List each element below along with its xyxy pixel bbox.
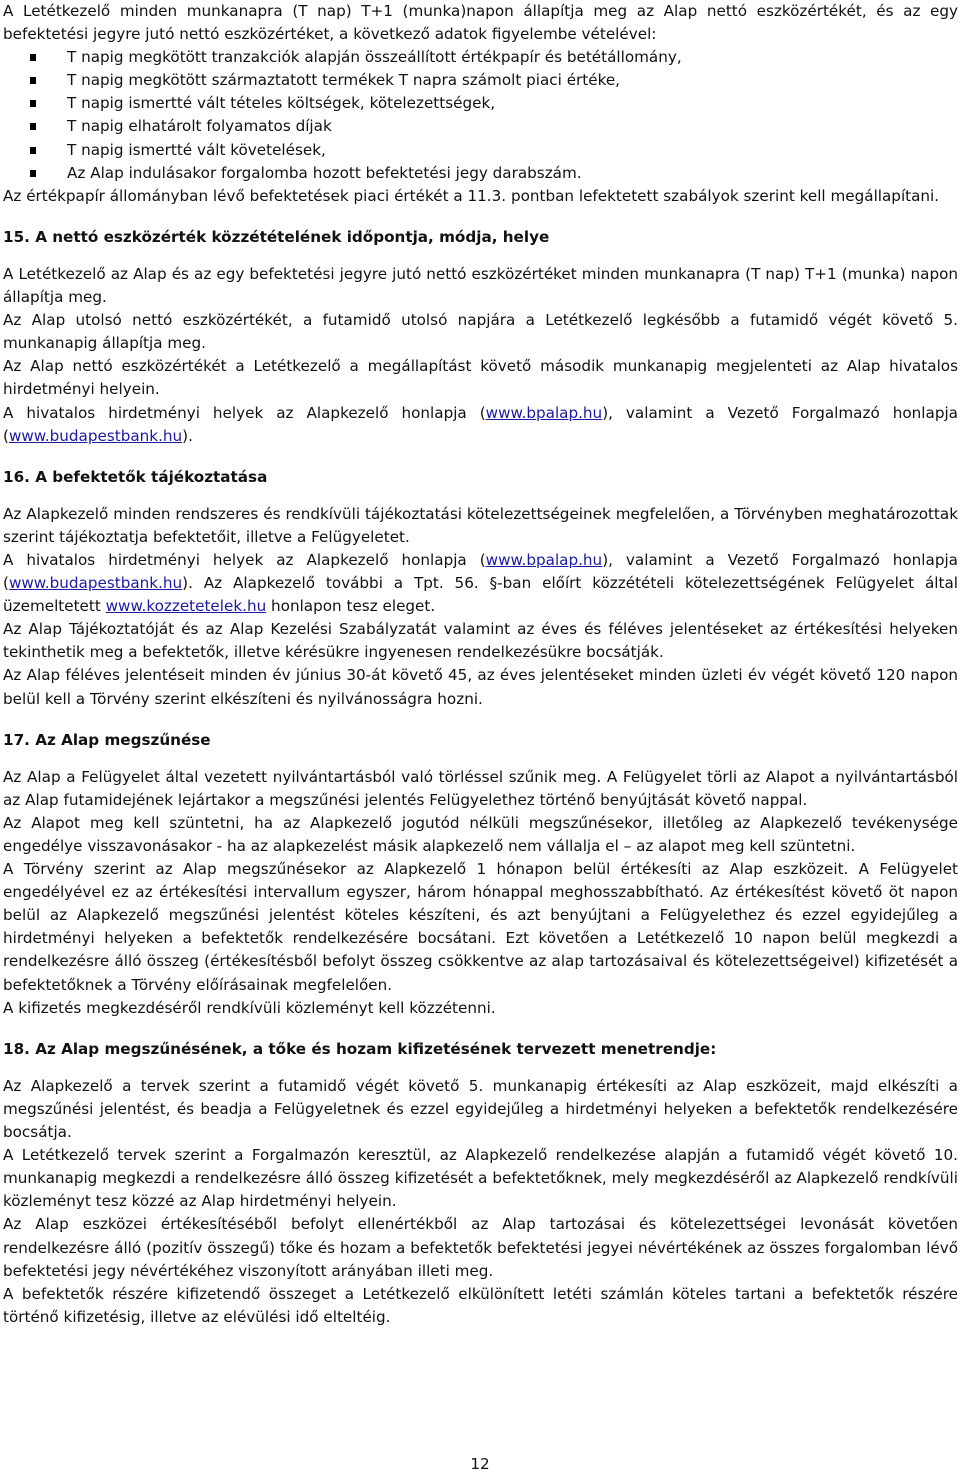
paragraph: Az Alapot meg kell szüntetni, ha az Alapkezelő jogutód nélküli megszűnésekor, illetőleg az Alapkezelő tevékenysége engedélye visszavonásakor - ha az alapkezelést másik alapkezelő nem vállalja el – az alapot meg kell szüntetni.: [3, 813, 958, 855]
section-16: [3, 466, 958, 711]
paragraph: Az Alap nettó eszközértékét a Letétkezelő a megállapítást követő második munkanapig megjelenteti az Alap hivatalos hirdetményi helyein.: [3, 357, 958, 399]
section-heading: 16. A befektetők tájékoztatása: [3, 467, 268, 486]
paragraph: A befektetők részére kifizetendő összeget a Letétkezelő elkülönített letéti számlán köteles tartani a befektetők részére történő kifizetésig, illetve az elévülési idő elteltéig.: [3, 1284, 958, 1326]
paragraph: Az Alap féléves jelentéseit minden év június 30-át követő 45, az éves jelentéseket minden üzleti év végét követő 120 napon belül kell a Törvény szerint elkészíteni és nyilvánosságra hozni.: [3, 666, 958, 708]
bullet-square-icon: [30, 77, 36, 84]
list-item: T napig ismertté vált követelések,: [3, 139, 958, 162]
paragraph: Az Alap a Felügyelet által vezetett nyilvántartásból való törléssel szűnik meg. A Felügyelet törli az Alapot a nyilvántartásból az Alap futamidejének lejártakor a megszűnési jelentés Felügyelethez történő benyújtását követő nappal.: [3, 767, 958, 809]
list-item: T napig ismertté vált tételes költségek, kötelezettségek,: [3, 92, 958, 115]
section-heading: 17. Az Alap megszűnése: [3, 730, 211, 749]
paragraph: A Letétkezelő tervek szerint a Forgalmazón keresztül, az Alapkezelő rendelkezése alapján a futamidő végét követő 10. munkanapig megkezdi a rendelkezésre álló összeg kifizetését a befektetőknek, mely megkezdéséről az Alapkezelő rendkívüli közleményt tesz közzé az Alap hirdetményi helyein.: [3, 1146, 958, 1211]
paragraph: A Törvény szerint az Alap megszűnésekor az Alapkezelő 1 hónapon belül értékesíti az Alap eszközeit. A Felügyelet engedélyével ez az értékesítési intervallum egyszer, három hónappal meghosszabbítható. Az értékesítést követő öt napon belül az Alapkezelő megszűnési jelentést köteles készíteni, és azt benyújtani a Felügyelethez és ezzel egyidejűleg a hirdetményi helyeken a befektetők rendelkezésére bocsátani. Ezt követően a Letétkezelő 10 napon belül megkezdi a rendelkezésre álló összeg (értékesítésből befolyt összeg csökkentve az alap tartozásaival és kötelezettségeivel) kifizetését a befektetőknek a Törvény előírásainak megfelelően.: [3, 860, 958, 994]
section-18: [3, 1038, 958, 1329]
bullet-square-icon: [30, 100, 36, 107]
paragraph: Az Alap utolsó nettó eszközértékét, a futamidő utolsó napjára a Letétkezelő legkésőbb a futamidő végét követő 5. munkanapig állapítja meg.: [3, 311, 958, 353]
valuation-rule-paragraph: Az értékpapír állományban lévő befektetések piaci értékét a 11.3. pontban lefektetett szabályok szerint kell megállapítani.: [3, 186, 940, 205]
budapestbank-link[interactable]: www.budapestbank.hu: [8, 426, 183, 445]
paragraph: A kifizetés megkezdéséről rendkívüli közleményt kell közzétenni.: [3, 998, 496, 1017]
bullet-square-icon: [30, 54, 36, 61]
paragraph: A hivatalos hirdetményi helyek az Alapkezelő honlapja (www.bpalap.hu), valamint a Vezető Forgalmazó honlapja (www.budapestbank.hu). Az Alapkezelő további a Tpt. 56. §-ban előírt közzétételi kötelezettségének Felügyelet által üzemeltetett www.kozzetetelek.hu honlapon tesz eleget.: [3, 550, 958, 616]
bullet-square-icon: [30, 170, 36, 177]
paragraph: Az Alap Tájékoztatóját és az Alap Kezelési Szabályzatát valamint az éves és féléves jelentéseket az értékesítési helyeken tekinthetik meg a befektetők, illetve kérésükre ingyenesen rendelkezésükre bocsátják.: [3, 620, 958, 662]
page-number: 12: [470, 1455, 490, 1473]
section-17: [3, 729, 958, 1020]
paragraph: A hivatalos hirdetményi helyek az Alapkezelő honlapja (www.bpalap.hu), valamint a Vezető Forgalmazó honlapja (www.budapestbank.hu).: [3, 403, 958, 445]
section-heading: 15. A nettó eszközérték közzétételének időpontja, módja, helye: [3, 227, 550, 246]
section-heading: 18. Az Alap megszűnésének, a tőke és hozam kifizetésének tervezett menetrendje:: [3, 1039, 717, 1058]
section-15: [3, 226, 958, 448]
bullet-square-icon: [30, 123, 36, 130]
list-item: T napig elhatárolt folyamatos díjak: [3, 115, 958, 138]
list-item: Az Alap indulásakor forgalomba hozott befektetési jegy darabszám.: [3, 162, 958, 185]
list-item: T napig megkötött származtatott termékek T napra számolt piaci értéke,: [3, 69, 958, 92]
nav-calculation-intro: A Letétkezelő minden munkanapra (T nap) T+1 (munka)napon állapítja meg az Alap nettó eszközértékét, és az egy befektetési jegyre jutó nettó eszközértéket, a következő adatok figyelembe vételével:: [3, 2, 958, 44]
nav-inputs-list: [3, 46, 958, 185]
paragraph: Az Alapkezelő a tervek szerint a futamidő végét követő 5. munkanapig értékesíti az Alap eszközeit, majd elkészíti a megszűnési jelentést, és beadja a Felügyeletnek és ezzel egyidejűleg a hirdetményi helyeken a befektetők rendelkezésére bocsátja.: [3, 1076, 958, 1142]
paragraph: A Letétkezelő az Alap és az egy befektetési jegyre jutó nettó eszközértéket minden munkanapra (T nap) T+1 (munka) napon állapítja meg.: [3, 264, 958, 307]
budapestbank-link[interactable]: www.budapestbank.hu: [8, 574, 183, 593]
bullet-square-icon: [30, 147, 36, 154]
paragraph: Az Alapkezelő minden rendszeres és rendkívüli tájékoztatási kötelezettségeinek megfelelően, a Törvényben meghatározottak szerint tájékoztatja befektetőit, illetve a Felügyeletet.: [3, 504, 958, 546]
paragraph: Az Alap eszközei értékesítéséből befolyt ellenértékből az Alap tartozásai és kötelezettségei levonását követően rendelkezésre álló (pozitív összegű) tőke és hozam a befektetők befektetési jegyei névértékének az összes forgalomban lévő befektetési jegy névértékéhez viszonyított arányában illeti meg.: [3, 1215, 958, 1280]
list-item: T napig megkötött tranzakciók alapján összeállított értékpapír és betétállomány,: [3, 46, 958, 69]
bpalap-link[interactable]: www.bpalap.hu: [485, 550, 603, 569]
section-14-continued: [3, 0, 958, 208]
bpalap-link[interactable]: www.bpalap.hu: [485, 403, 603, 422]
document-page: [3, 0, 958, 1329]
kozzetetelek-link[interactable]: www.kozzetetelek.hu: [105, 597, 267, 616]
